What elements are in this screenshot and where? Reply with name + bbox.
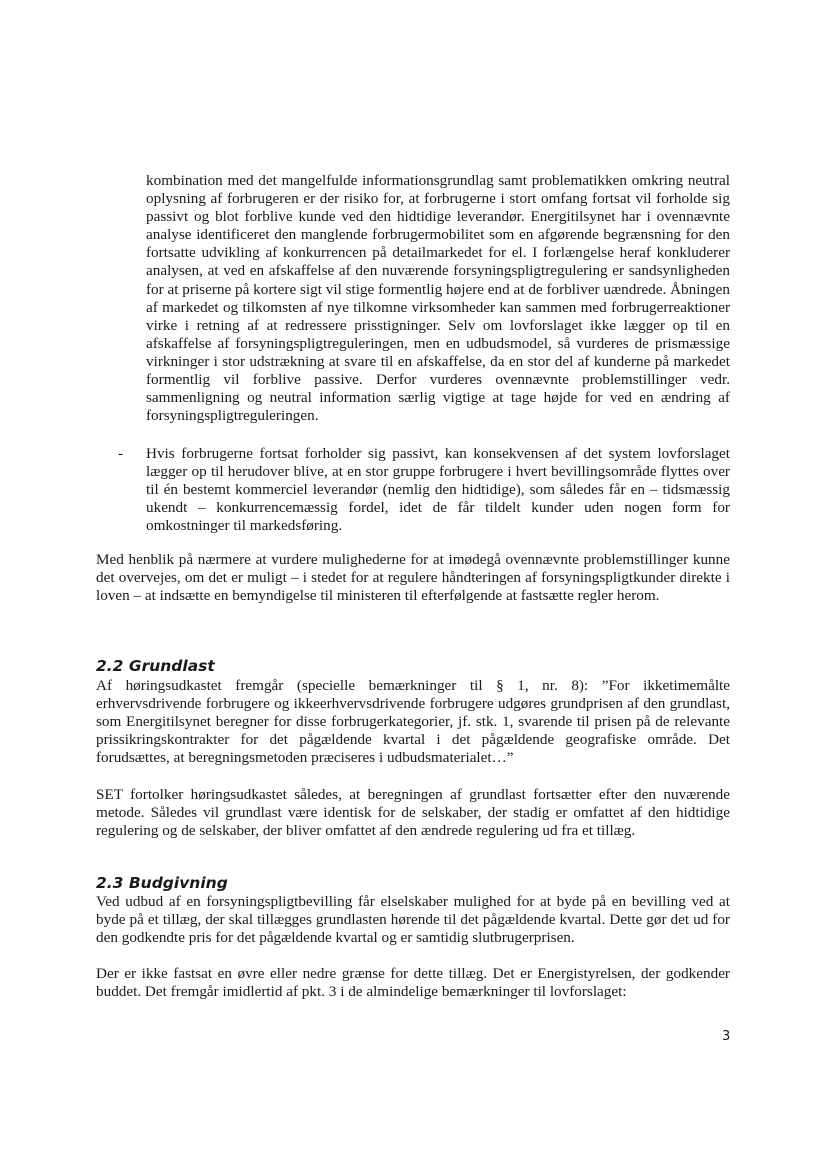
page-number: 3 — [722, 1029, 731, 1044]
bullet-text: Hvis forbrugerne fortsat forholder sig passivt, kan konsekvensen af det system lovforslaget lægger op til herudover blive, at en stor gruppe forbrugere i hvert bevillingsområde flyttes over til én bestemt kommerciel leverandør (nemlig den hidtidige), som således får en – tidsmæssig ukendt – konkurrencemæssig fordel, idet de får tildelt kunder uden nogen form for omkostninger til markedsføring. — [146, 445, 730, 535]
paragraph-grundlast-quote: Af høringsudkastet fremgår (specielle bemærkninger til § 1, nr. 8): ”For ikketimemålte erhvervsdrivende forbrugere og ikkeerhvervsdrivende forbrugere udgøres grundprisen af den grundlast, som Energitilsynet beregner for disse forbrugerkategorier, jf. stk. 1, svarende til prisen på de relevante prissikringskontrakter for det pågældende kvartal i det pågældende geografiske område. Det forudsættes, at beregningsmetoden præciseres i udbudsmaterialet…” — [96, 677, 730, 767]
paragraph-budgivning-limit: Der er ikke fastsat en øvre eller nedre grænse for dette tillæg. Det er Energistyrelsen, der godkender buddet. Det fremgår imidlertid af pkt. 3 i de almindelige bemærkninger til lovforslaget: — [96, 965, 730, 1001]
bullet-marker: - — [118, 445, 124, 462]
section-heading-budgivning: 2.3 Budgivning — [96, 874, 228, 892]
paragraph-budgivning-offer: Ved udbud af en forsyningspligtbevilling får elselskaber mulighed for at byde på en bevilling ved at byde på et tillæg, der skal tillægges grundlasten hørende til det pågældende kvartal. Dette gør det ud for den godkendte pris for det pågældende kvartal og er samtidig slutbrugerprisen. — [96, 893, 730, 947]
paragraph-grundlast-interpretation: SET fortolker høringsudkastet således, at beregningen af grundlast fortsætter efter den nuværende metode. Således vil grundlast være identisk for de selskaber, der stadig er omfattet af den hidtidige regulering og de selskaber, der bliver omfattet af den ændrede regulering ud fra et tillæg. — [96, 786, 730, 840]
section-heading-grundlast: 2.2 Grundlast — [96, 657, 215, 675]
paragraph-continuation: kombination med det mangelfulde informationsgrundlag samt problematikken omkring neutral oplysning af forbrugeren er der risiko for, at forbrugerne i stort omfang fortsat vil forholde sig passivt og blot forblive kunde ved den hidtidige leverandør. Energitilsynet har i ovennævnte analyse identificeret den manglende forbrugermobilitet som en afgørende begrænsning for den fortsatte udvikling af konkurrencen på detailmarkedet for el. I forlængelse heraf konkluderer analysen, at ved en afskaffelse af den nuværende forsyningspligtregulering er sandsynligheden for at priserne på kortere sigt vil stige formentlig højere end at de forbliver uændrede. Åbningen af markedet og tilkomsten af nye tilkomne virksomheder kan sammen med forbrugerreaktioner virke i retning af at redressere prisstigninger. Selv om lovforslaget ikke lægger op til en afskaffelse af forsyningspligtreguleringen, men en udbudsmodel, så vurderes de prismæssige virkninger i stor udstrækning at svare til en afskaffelse, da en stor del af kunderne på markedet formentlig vil forblive passive. Derfor vurderes ovennævnte problemstillinger vedr. sammenligning og neutral information særlig vigtige at tage højde for ved en ændring af forsyningspligtreguleringen. — [146, 172, 730, 425]
paragraph-henblik: Med henblik på nærmere at vurdere mulighederne for at imødegå ovennævnte problemstillinger kunne det overvejes, om det er muligt – i stedet for at regulere håndteringen af forsyningspligtkunder direkte i loven – at indsætte en bemyndigelse til ministeren til efterfølgende at fastsætte regler herom. — [96, 551, 730, 605]
